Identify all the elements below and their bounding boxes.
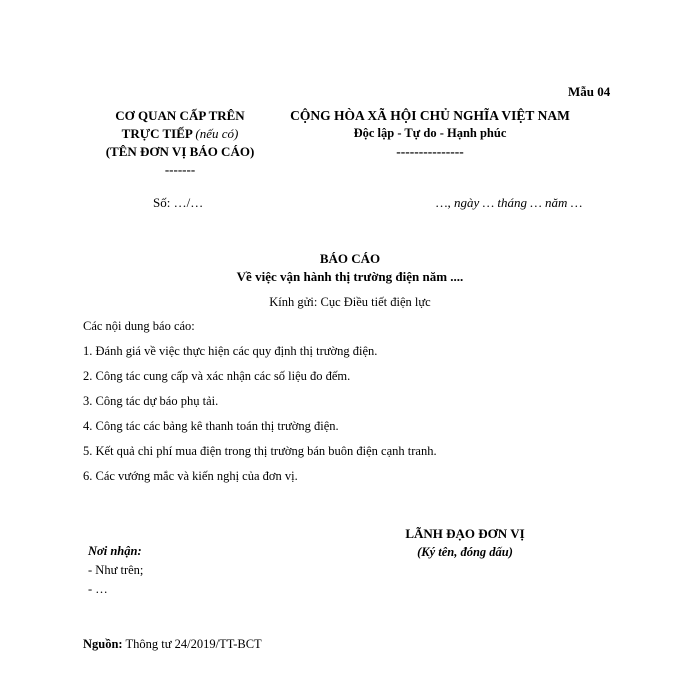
left-header-divider: ------- bbox=[164, 162, 196, 177]
optional-note: (nếu có) bbox=[195, 126, 239, 141]
list-item: 3. Công tác dự báo phụ tải. bbox=[83, 394, 219, 408]
report-subject: Về việc vận hành thị trường điện năm .... bbox=[236, 269, 464, 284]
list-item: 1. Đánh giá về việc thực hiện các quy định thị trường điện. bbox=[83, 344, 378, 358]
source-line bbox=[83, 638, 262, 651]
right-header-divider: --------------- bbox=[396, 144, 464, 159]
document-number: Số: …/… bbox=[153, 195, 204, 210]
source-label: Nguồn: bbox=[83, 637, 123, 651]
nation-name: CỘNG HÒA XÃ HỘI CHỦ NGHĨA VIỆT NAM bbox=[290, 108, 570, 123]
recipient-item: - Như trên; bbox=[88, 563, 144, 577]
national-motto: Độc lập - Tự do - Hạnh phúc bbox=[353, 126, 507, 140]
national-header bbox=[270, 109, 590, 163]
recipients-block bbox=[88, 545, 143, 602]
direct-agency-text: TRỰC TIẾP bbox=[121, 126, 193, 141]
report-title-block bbox=[150, 252, 550, 288]
source-text: Thông tư 24/2019/TT-BCT bbox=[125, 637, 262, 651]
list-item: 2. Công tác cung cấp và xác nhận các số liệu đo đếm. bbox=[83, 369, 351, 383]
list-item: 4. Công tác các bảng kê thanh toán thị trường điện. bbox=[83, 419, 339, 433]
report-content bbox=[83, 320, 437, 495]
form-code: Mẫu 04 bbox=[568, 84, 611, 99]
report-title: BÁO CÁO bbox=[319, 251, 381, 266]
date-line: …, ngày … tháng … năm … bbox=[436, 195, 583, 210]
recipients-label: Nơi nhận: bbox=[88, 544, 142, 558]
recipient-item: - … bbox=[88, 582, 108, 596]
direct-agency-line bbox=[80, 127, 280, 145]
signer-title: LÃNH ĐẠO ĐƠN VỊ bbox=[405, 526, 525, 541]
parent-agency-line: CƠ QUAN CẤP TRÊN bbox=[115, 108, 245, 123]
signature-instruction: (Ký tên, đóng dấu) bbox=[417, 545, 513, 559]
reporting-unit-line: (TÊN ĐƠN VỊ BÁO CÁO) bbox=[105, 144, 255, 159]
list-item: 5. Kết quả chi phí mua điện trong thị trường bán buôn điện cạnh tranh. bbox=[83, 444, 437, 458]
content-intro: Các nội dung báo cáo: bbox=[83, 319, 195, 333]
issuing-agency-header bbox=[80, 109, 280, 181]
list-item: 6. Các vướng mắc và kiến nghị của đơn vị. bbox=[83, 469, 298, 483]
addressee: Kính gửi: Cục Điều tiết điện lực bbox=[269, 295, 431, 309]
